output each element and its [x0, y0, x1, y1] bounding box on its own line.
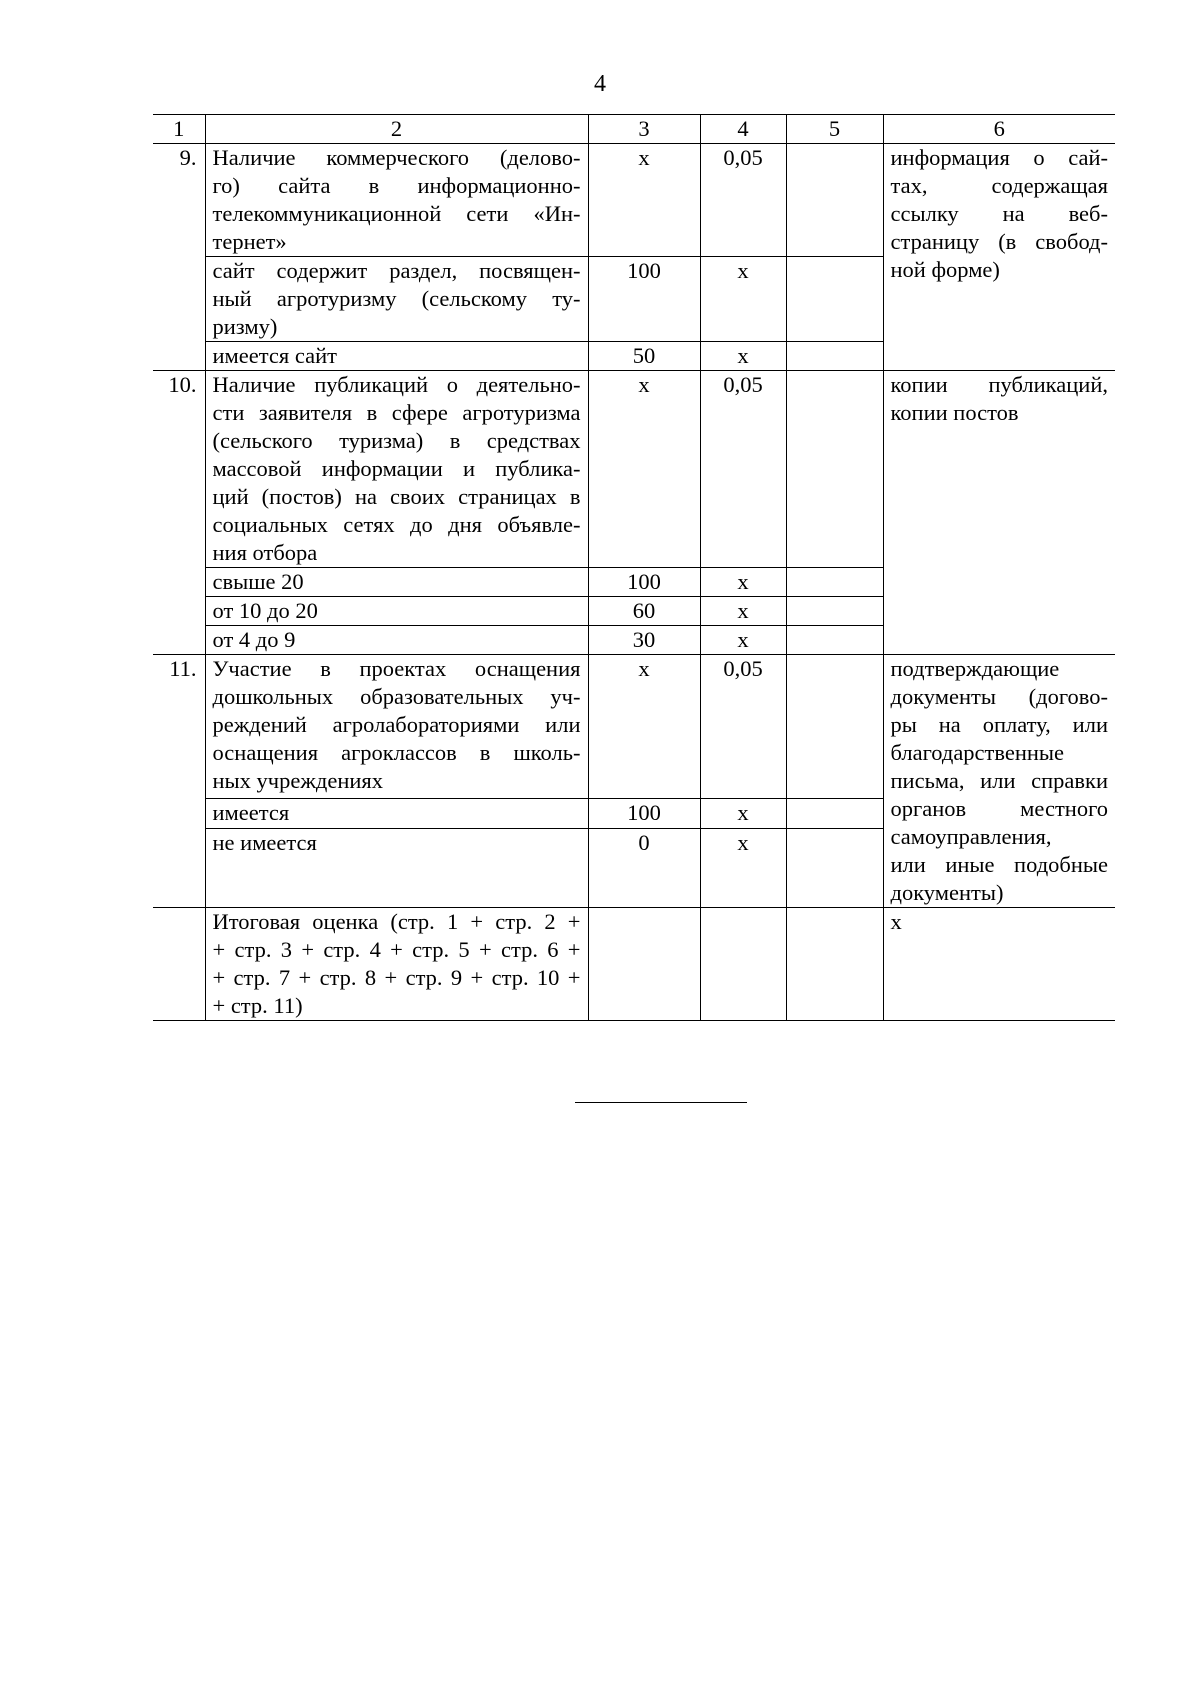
- text-line: ния отбора: [212, 540, 318, 565]
- text-line: массовой информации и публика-: [212, 456, 581, 481]
- header-cell: 3: [588, 115, 700, 144]
- text-line: тах, содержащая: [890, 173, 1108, 198]
- value-cell: [786, 144, 883, 257]
- score-cell: 100: [588, 257, 700, 342]
- text-line: информация о сай-: [890, 145, 1108, 170]
- text-line: имеется сайт: [212, 343, 337, 368]
- table-row: [153, 144, 1115, 257]
- header-cell: 1: [153, 115, 205, 144]
- criterion-text: [205, 655, 588, 799]
- value-cell: [786, 626, 883, 655]
- value-cell: [786, 257, 883, 342]
- text-line: или иные подобные: [890, 852, 1108, 877]
- text-line: благодарственные: [890, 740, 1065, 765]
- weight-cell: 0,05: [700, 655, 786, 799]
- score-cell: х: [588, 655, 700, 799]
- text-line: от 4 до 9: [212, 627, 296, 652]
- weight-cell: х: [700, 829, 786, 908]
- value-cell: [786, 908, 883, 1021]
- text-line: письма, или справки: [890, 768, 1108, 793]
- total-label: [205, 908, 588, 1021]
- text-line: телекоммуникационной сети «Ин-: [212, 201, 581, 226]
- weight-cell: х: [700, 626, 786, 655]
- criterion-option: [205, 568, 588, 597]
- text-line: ризму): [212, 314, 278, 339]
- text-line: + стр. 3 + стр. 4 + стр. 5 + стр. 6 +: [212, 937, 581, 962]
- table-header-row: [153, 115, 1115, 144]
- text-line: Наличие публикаций о деятельно-: [212, 372, 581, 397]
- text-line: страницу (в свобод-: [890, 229, 1108, 254]
- weight-cell: х: [700, 568, 786, 597]
- text-line: тернет»: [212, 229, 287, 254]
- score-cell: 50: [588, 342, 700, 371]
- header-cell: 2: [205, 115, 588, 144]
- criterion-option: [205, 799, 588, 829]
- criterion-text: [205, 371, 588, 568]
- table-row: [153, 655, 1115, 799]
- text-line: + стр. 11): [212, 993, 303, 1018]
- text-line: от 10 до 20: [212, 598, 318, 623]
- text-line: ссылку на веб-: [890, 201, 1108, 226]
- score-cell: 0: [588, 829, 700, 908]
- weight-cell: [700, 908, 786, 1021]
- score-cell: [588, 908, 700, 1021]
- table-row: [153, 371, 1115, 568]
- end-of-document-rule: [575, 1102, 747, 1103]
- row-number: 11.: [153, 655, 205, 908]
- value-cell: [786, 799, 883, 829]
- page-number: 4: [594, 71, 606, 97]
- text-line: имеется: [212, 800, 290, 826]
- text-line: ной форме): [890, 257, 1000, 282]
- text-line: сти заявителя в сфере агротуризма: [212, 400, 581, 425]
- text-line: копии публикаций,: [890, 372, 1108, 397]
- weight-cell: х: [700, 799, 786, 829]
- text-line: социальных сетях до дня объявле-: [212, 512, 581, 537]
- score-cell: 60: [588, 597, 700, 626]
- weight-cell: 0,05: [700, 144, 786, 257]
- row-number: 10.: [153, 371, 205, 655]
- text-line: документы): [890, 880, 1004, 905]
- row-number: 9.: [153, 144, 205, 371]
- text-line: самоуправления,: [890, 824, 1052, 849]
- header-cell: 5: [786, 115, 883, 144]
- text-line: (сельского туризма) в средствах: [212, 428, 581, 453]
- value-cell: [786, 342, 883, 371]
- documents-cell: [883, 144, 1115, 371]
- value-cell: [786, 371, 883, 568]
- value-cell: [786, 655, 883, 799]
- criterion-option: [205, 626, 588, 655]
- criterion-text: [205, 144, 588, 257]
- text-line: + стр. 7 + стр. 8 + стр. 9 + стр. 10 +: [212, 965, 581, 990]
- text-line: ры на оплату, или: [890, 712, 1108, 737]
- criterion-option: [205, 597, 588, 626]
- criterion-option: [205, 342, 588, 371]
- text-line: ный агротуризму (сельскому ту-: [212, 286, 581, 311]
- header-cell: 4: [700, 115, 786, 144]
- text-line: органов местного: [890, 796, 1108, 821]
- text-line: копии постов: [890, 400, 1019, 425]
- text-line: ций (постов) на своих страницах в: [212, 484, 581, 509]
- weight-cell: х: [700, 597, 786, 626]
- header-cell: 6: [883, 115, 1115, 144]
- weight-cell: х: [700, 257, 786, 342]
- score-cell: 30: [588, 626, 700, 655]
- weight-cell: 0,05: [700, 371, 786, 568]
- text-line: ных учреждениях: [212, 768, 383, 793]
- score-cell: 100: [588, 799, 700, 829]
- criteria-table: [153, 114, 1115, 1021]
- criterion-option: [205, 257, 588, 342]
- text-line: оснащения агроклассов в школь-: [212, 740, 581, 765]
- documents-cell: х: [883, 908, 1115, 1021]
- score-cell: х: [588, 371, 700, 568]
- text-line: подтверждающие: [890, 656, 1060, 681]
- total-row: [153, 908, 1115, 1021]
- value-cell: [786, 829, 883, 908]
- score-cell: х: [588, 144, 700, 257]
- text-line: го) сайта в информационно-: [212, 173, 581, 198]
- text-line: Итоговая оценка (стр. 1 + стр. 2 +: [212, 909, 581, 934]
- documents-cell: [883, 371, 1115, 655]
- score-cell: 100: [588, 568, 700, 597]
- row-number: [153, 908, 205, 1021]
- text-line: дошкольных образовательных уч-: [212, 684, 581, 709]
- text-line: сайт содержит раздел, посвящен-: [212, 258, 581, 283]
- weight-cell: х: [700, 342, 786, 371]
- text-line: документы (догово-: [890, 684, 1108, 709]
- value-cell: [786, 568, 883, 597]
- text-line: не имеется: [212, 830, 317, 855]
- text-line: Наличие коммерческого (делово-: [212, 145, 581, 170]
- documents-cell: [883, 655, 1115, 908]
- text-line: реждений агролабораториями или: [212, 712, 581, 737]
- value-cell: [786, 597, 883, 626]
- text-line: Участие в проектах оснащения: [212, 656, 581, 681]
- text-line: свыше 20: [212, 569, 304, 594]
- criterion-option: [205, 829, 588, 908]
